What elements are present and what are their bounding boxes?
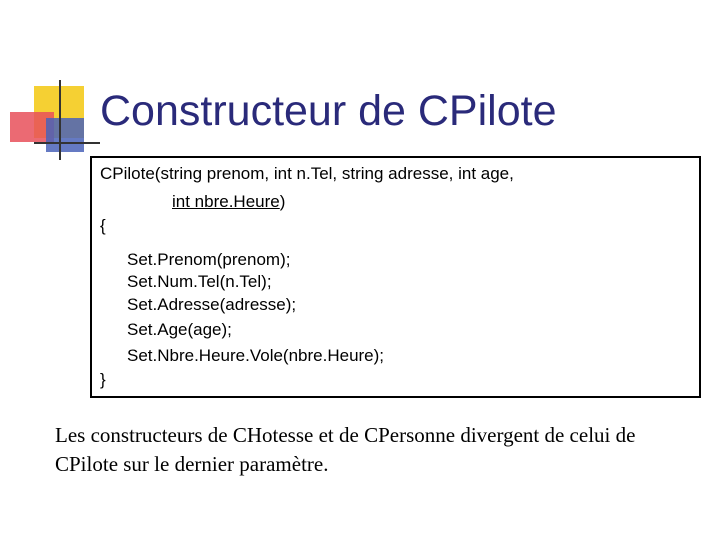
code-close-brace: }	[100, 370, 106, 389]
code-open-brace: {	[100, 216, 106, 235]
code-block	[90, 156, 701, 398]
code-signature-continuation	[172, 192, 285, 212]
code-statement: Set.Num.Tel(n.Tel);	[127, 272, 272, 291]
footnote-text: Les constructeurs de CHotesse et de CPersonne divergent de celui de CPilote sur le dernier paramètre.	[55, 423, 636, 476]
logo-blue-square	[46, 118, 84, 152]
code-param-nbre-heure: int nbre.Heure	[172, 192, 280, 211]
code-statement: Set.Prenom(prenom);	[127, 250, 291, 269]
code-statement: Set.Age(age);	[127, 320, 232, 339]
slide-decoration-logo	[0, 0, 100, 170]
code-signature-line: CPilote(string prenom, int n.Tel, string adresse, int age,	[100, 164, 514, 183]
code-statement: Set.Nbre.Heure.Vole(nbre.Heure);	[127, 346, 385, 365]
code-signature-close-paren: )	[279, 192, 286, 211]
page-title: Constructeur de CPilote	[100, 87, 557, 135]
code-statement: Set.Adresse(adresse);	[127, 295, 297, 314]
